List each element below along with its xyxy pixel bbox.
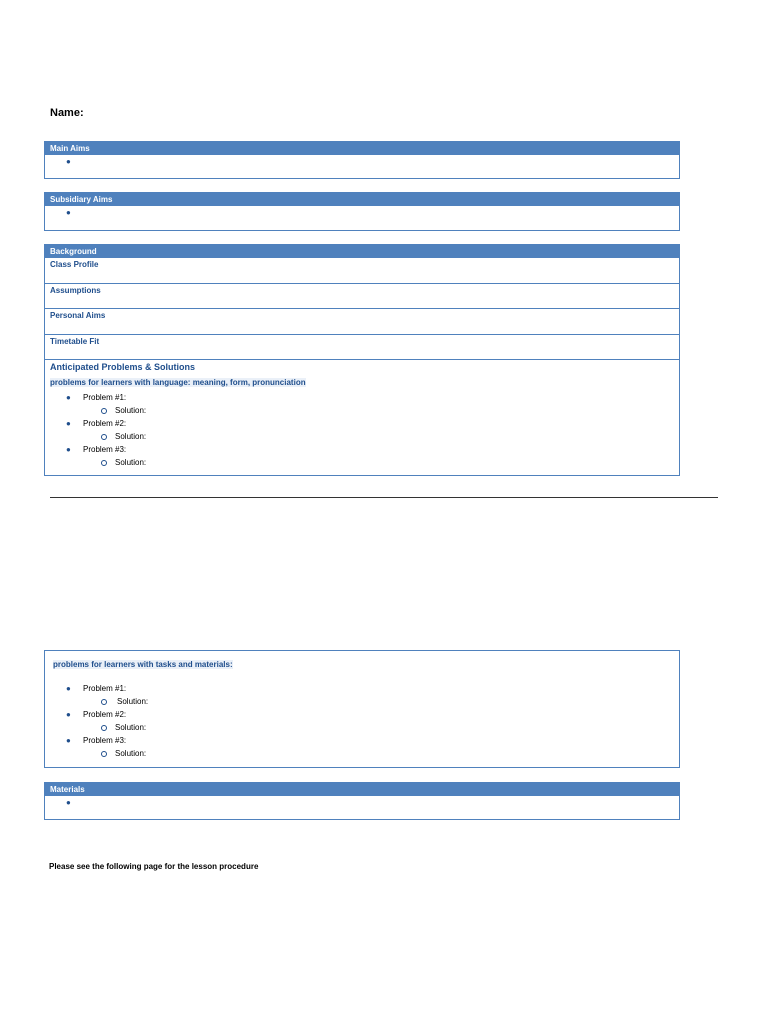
problem-item[interactable] — [50, 417, 674, 430]
problem-item[interactable] — [50, 391, 674, 404]
solution-label: Solution: — [115, 432, 147, 441]
circle-bullet-icon — [101, 408, 107, 414]
circle-bullet-icon — [101, 460, 107, 466]
anticipated-problems-section[interactable] — [45, 359, 679, 469]
name-label: Name: — [50, 107, 84, 119]
assumptions-section[interactable] — [45, 283, 679, 308]
personal-aims-section[interactable] — [45, 308, 679, 334]
solution-label: Solution: — [115, 406, 147, 415]
problem-label: Problem #2: — [83, 419, 127, 428]
problem-label: Problem #1: — [83, 393, 127, 402]
solution-item[interactable] — [50, 430, 674, 443]
anticipated-problems-title: Anticipated Problems & Solutions — [50, 362, 196, 372]
main-aims-box — [44, 141, 680, 179]
problem-label: Problem #2: — [83, 710, 127, 719]
solution-item[interactable] — [53, 747, 671, 760]
main-aims-header: Main Aims — [45, 142, 679, 155]
personal-aims-label: Personal Aims — [50, 311, 106, 320]
background-header: Background — [45, 245, 679, 258]
class-profile-section[interactable] — [45, 258, 679, 283]
subsidiary-aims-box — [44, 192, 680, 231]
subsidiary-aims-bullet[interactable] — [45, 206, 679, 219]
circle-bullet-icon — [101, 751, 107, 757]
materials-box — [44, 782, 680, 820]
main-aims-bullet[interactable] — [45, 155, 679, 168]
language-problems-title: problems for learners with language: meaning, form, pronunciation — [50, 378, 306, 387]
problem-label: Problem #3: — [83, 736, 127, 745]
page-break-rule — [50, 497, 718, 498]
background-box — [44, 244, 680, 476]
tasks-problems-box[interactable] — [44, 650, 680, 768]
circle-bullet-icon — [101, 434, 107, 440]
timetable-fit-section[interactable] — [45, 334, 679, 359]
circle-bullet-icon — [101, 725, 107, 731]
timetable-fit-label: Timetable Fit — [50, 337, 100, 346]
assumptions-label: Assumptions — [50, 286, 101, 295]
problem-item[interactable] — [53, 734, 671, 747]
bullet-icon: ● — [66, 208, 71, 217]
solution-label: Solution: — [115, 723, 147, 732]
solution-item[interactable] — [50, 404, 674, 417]
solution-item[interactable] — [53, 695, 671, 708]
bullet-icon: ● — [66, 157, 71, 166]
bullet-icon: ● — [66, 684, 71, 693]
class-profile-label: Class Profile — [50, 260, 99, 269]
bullet-icon: ● — [66, 710, 71, 719]
solution-item[interactable] — [53, 721, 671, 734]
materials-header: Materials — [45, 783, 679, 796]
solution-label: Solution: — [115, 458, 147, 467]
solution-label: Solution: — [115, 749, 147, 758]
solution-item[interactable] — [50, 456, 674, 469]
bullet-icon: ● — [66, 419, 71, 428]
problem-item[interactable] — [53, 682, 671, 695]
problem-item[interactable] — [50, 443, 674, 456]
problem-label: Problem #3: — [83, 445, 127, 454]
bullet-icon: ● — [66, 393, 71, 402]
materials-bullet[interactable] — [45, 796, 679, 809]
bullet-icon: ● — [66, 798, 71, 807]
problem-label: Problem #1: — [83, 684, 127, 693]
circle-bullet-icon — [101, 699, 107, 705]
tasks-problems-title: problems for learners with tasks and materials: — [53, 660, 233, 669]
solution-label: Solution: — [117, 697, 149, 706]
subsidiary-aims-header: Subsidiary Aims — [45, 193, 679, 206]
footer-note: Please see the following page for the lesson procedure — [49, 862, 259, 871]
problem-item[interactable] — [53, 708, 671, 721]
bullet-icon: ● — [66, 445, 71, 454]
bullet-icon: ● — [66, 736, 71, 745]
